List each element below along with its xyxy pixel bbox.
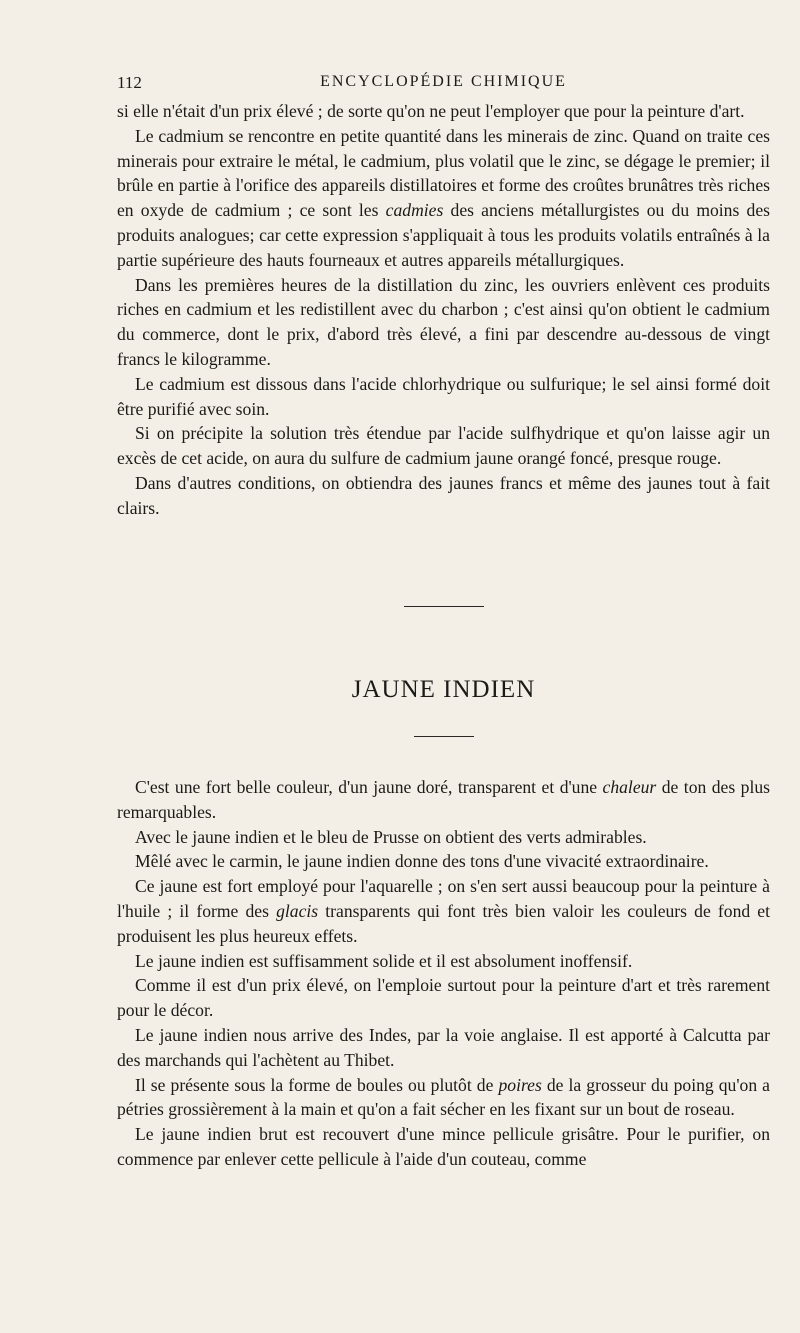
- italic-term: chaleur: [602, 777, 657, 797]
- page-header: [117, 73, 770, 95]
- paragraph: Il se présente sous la forme de boules ou plutôt de poires de la grosseur du poing qu'on a pétries grossièrement à la main et qu'on a fait sécher en les fixant sur un bout de roseau.: [117, 1074, 770, 1120]
- page-number: 112: [117, 73, 142, 92]
- section-divider-bottom: [414, 736, 474, 737]
- paragraph: Dans d'autres conditions, on obtiendra des jaunes francs et même des jaunes tout à fait clairs.: [117, 472, 770, 518]
- paragraph: Le jaune indien brut est recouvert d'une mince pellicule grisâtre. Pour le purifier, on commence par enlever cette pellicule à l'aide d'un couteau, comme: [117, 1124, 770, 1169]
- italic-term: cadmies: [385, 200, 444, 221]
- paragraph: Dans les premières heures de la distillation du zinc, les ouvriers enlèvent ces produits riches en cadmium et les redistillent avec du charbon ; c'est ainsi qu'on obtient le cadmium du commerce, dont le prix, d'abord très élevé, a fini par descendre au-dessous de vingt francs le kilogramme.: [117, 274, 770, 369]
- paragraph: Comme il est d'un prix élevé, on l'emploie surtout pour la peinture d'art et très rarement pour le décor.: [117, 975, 770, 1021]
- paragraph: Avec le jaune indien et le bleu de Prusse on obtient des verts admirables.: [135, 826, 647, 847]
- section-divider-top: [404, 606, 484, 607]
- paragraph: Le cadmium se rencontre en petite quantité dans les minerais de zinc. Quand on traite ces minerais pour extraire le métal, le cadmium, plus volatil que le zinc, se dégage le premier; il brûle en partie à l'orifice des appareils distillatoires et forme des croûtes brunâtres très riches en oxyde de cadmium ; ce sont les cadmies des anciens métallurgistes ou du moins des produits analogues; car cette expression s'appliquait à tous les produits volatils entraînés à la partie supérieure des hauts fourneaux et autres appareils métallurgiques.: [117, 125, 770, 270]
- paragraph: Ce jaune est fort employé pour l'aquarelle ; on s'en sert aussi beaucoup pour la peinture à l'huile ; il forme des glacis transparents qui font très bien valoir les couleurs de fond et produisent les plus heureux effets.: [117, 876, 771, 946]
- italic-term: glacis: [276, 900, 319, 921]
- paragraph: C'est une fort belle couleur, d'un jaune doré, transparent et d'une chaleur de ton des plus remarquables.: [117, 777, 770, 822]
- paragraph: Mêlé avec le carmin, le jaune indien donne des tons d'une vivacité extraordinaire.: [135, 851, 709, 872]
- paragraph: si elle n'était d'un prix élevé ; de sorte qu'on ne peut l'employer que pour la peinture d'art.: [117, 101, 745, 121]
- cadmium-text-block: [117, 99, 770, 521]
- jaune-indien-text-block: [117, 775, 770, 1172]
- paragraph: Le cadmium est dissous dans l'acide chlorhydrique ou sulfurique; le sel ainsi formé doit être purifié avec soin.: [117, 373, 770, 419]
- italic-term: poires: [498, 1074, 542, 1095]
- section-title: JAUNE INDIEN: [351, 676, 536, 703]
- paragraph: Si on précipite la solution très étendue par l'acide sulfhydrique et qu'on laisse agir un excès de cet acide, on aura du sulfure de cadmium jaune orangé foncé, presque rouge.: [117, 423, 770, 469]
- paragraph: Le jaune indien nous arrive des Indes, par la voie anglaise. Il est apporté à Calcutta par des marchands qui l'achètent au Thibet.: [117, 1024, 770, 1070]
- paragraph: Le jaune indien est suffisamment solide et il est absolument inoffensif.: [135, 950, 633, 971]
- running-title: ENCYCLOPÉDIE CHIMIQUE: [320, 73, 567, 90]
